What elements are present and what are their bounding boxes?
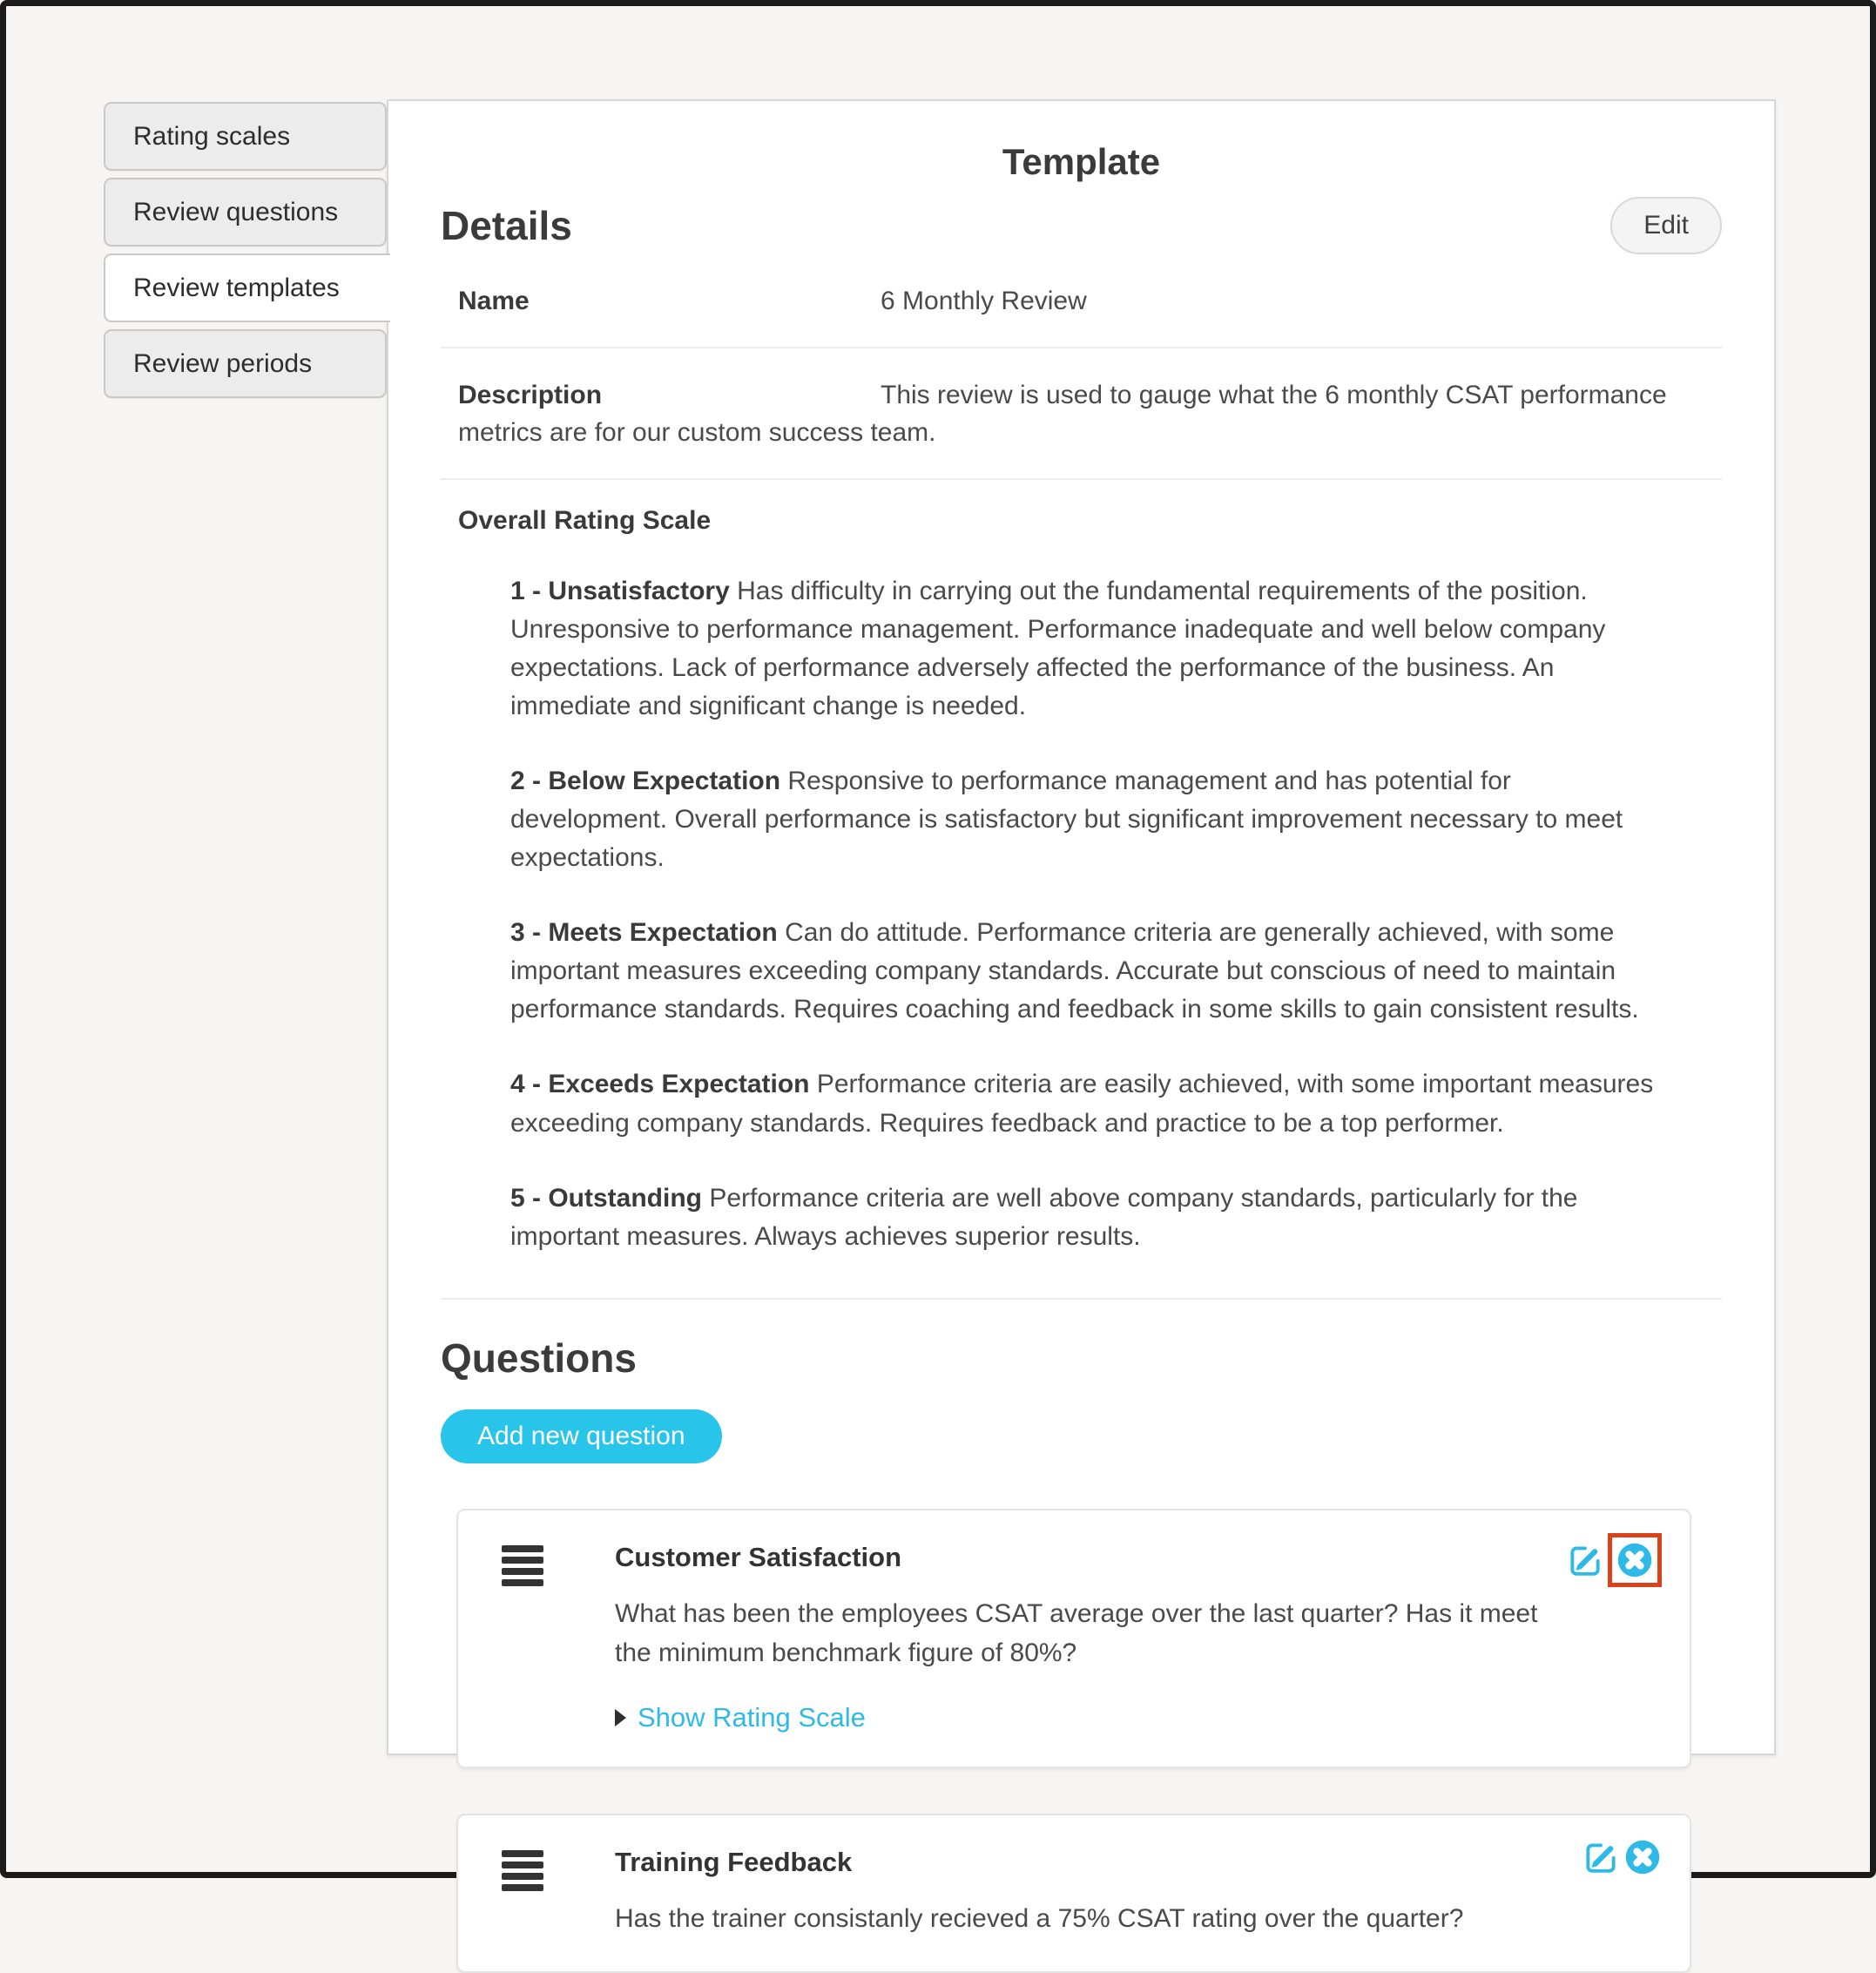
details-heading: Details: [441, 203, 572, 248]
rating-scale-item-title: 5 - Outstanding: [510, 1183, 702, 1213]
question-actions: [1566, 1533, 1662, 1587]
edit-question-button[interactable]: [1566, 1541, 1604, 1579]
edit-button[interactable]: Edit: [1610, 197, 1722, 254]
question-card: [456, 1509, 1691, 1768]
rating-scale-item-title: 4 - Exceeds Expectation: [510, 1070, 810, 1099]
rating-scale-item: [510, 914, 1669, 1029]
triangle-right-icon: [615, 1709, 626, 1726]
question-actions: [1582, 1838, 1662, 1876]
rating-scale-item-text: Responsive to performance management and has potential for development. Overall performance is satisfactory but significant improvement necessary to meet expectations.: [510, 766, 1623, 873]
description-label: Description: [458, 380, 603, 409]
show-rating-scale-link[interactable]: [615, 1702, 866, 1733]
name-value: 6 Monthly Review: [881, 287, 1087, 315]
sidebar-item-review-templates[interactable]: [104, 253, 390, 322]
question-title: Training Feedback: [615, 1846, 853, 1877]
sidebar-item-label: Review periods: [133, 348, 313, 378]
rating-scale-item-text: Performance criteria are well above company standards, particularly for the important measures. Always achieves superior results.: [510, 1183, 1578, 1251]
delete-question-button[interactable]: [1616, 1541, 1654, 1579]
name-label: Name: [458, 287, 530, 315]
sidebar-item-review-periods[interactable]: [104, 329, 387, 398]
delete-highlight-box: [1608, 1533, 1662, 1587]
question-title: Customer Satisfaction: [615, 1541, 902, 1572]
question-card: [456, 1814, 1691, 1973]
drag-handle-icon[interactable]: [502, 1545, 543, 1591]
sidebar-item-review-questions[interactable]: [104, 178, 387, 247]
question-text: What has been the employees CSAT average over the last quarter? Has it meet the minimum benchmark figure of 80%?: [615, 1598, 1538, 1667]
overall-rating-scale-section: [441, 480, 1722, 1300]
rating-scale-item-text: Has difficulty in carrying out the fundamental requirements of the position. Unresponsive to performance management. Performance inadequate and well below company expectations. Lack of performance adversely affected the performance of the business. An immediate and significant change is needed.: [510, 576, 1606, 720]
delete-wrap: [1623, 1838, 1662, 1876]
rating-scale-item-title: 2 - Below Expectation: [510, 766, 781, 795]
content-panel: [387, 99, 1776, 1933]
description-row: [441, 348, 1722, 480]
rating-scale-item-title: 3 - Meets Expectation: [510, 918, 778, 948]
drag-handle-icon[interactable]: [502, 1850, 543, 1895]
sidebar: [104, 102, 390, 405]
sidebar-item-label: Rating scales: [133, 121, 291, 151]
delete-x-icon: [1623, 1838, 1662, 1876]
edit-question-button[interactable]: [1582, 1838, 1620, 1876]
rating-scale-item: [510, 1065, 1669, 1142]
page-title: Template: [1002, 141, 1161, 182]
name-row: [441, 254, 1722, 348]
delete-question-button[interactable]: [1623, 1838, 1662, 1876]
add-new-question-button[interactable]: Add new question: [441, 1409, 722, 1463]
questions-heading: Questions: [441, 1334, 637, 1381]
sidebar-item-rating-scales[interactable]: [104, 102, 387, 171]
rating-scale-item: [510, 1179, 1669, 1256]
question-text: Has the trainer consistanly recieved a 75% CSAT rating over the quarter?: [615, 1903, 1464, 1933]
rating-scale-item-title: 1 - Unsatisfactory: [510, 576, 730, 605]
rating-scale-item: [510, 762, 1669, 877]
sidebar-item-label: Review questions: [133, 197, 339, 226]
description-value: This review is used to gauge what the 6 monthly CSAT performance metrics are for our custom success team.: [458, 380, 1667, 447]
rating-scale-item: [510, 572, 1669, 726]
sidebar-item-label: Review templates: [133, 273, 340, 302]
rating-scale-item-text: Can do attitude. Performance criteria are generally achieved, with some important measures exceeding company standards. Accurate but conscious of need to maintain performance standards. Requires coaching and feedback in some skills to gain consistent results.: [510, 918, 1639, 1024]
rating-scale-item-text: Performance criteria are easily achieved, with some important measures exceeding company standards. Requires feedback and practice to be a top performer.: [510, 1070, 1654, 1138]
show-rating-scale-label: Show Rating Scale: [638, 1701, 866, 1733]
overall-rating-scale-label: Overall Rating Scale: [458, 505, 712, 535]
edit-pencil-icon: [1566, 1541, 1604, 1579]
details-header: [441, 197, 1722, 254]
delete-x-icon: [1616, 1541, 1654, 1579]
edit-pencil-icon: [1582, 1838, 1620, 1876]
